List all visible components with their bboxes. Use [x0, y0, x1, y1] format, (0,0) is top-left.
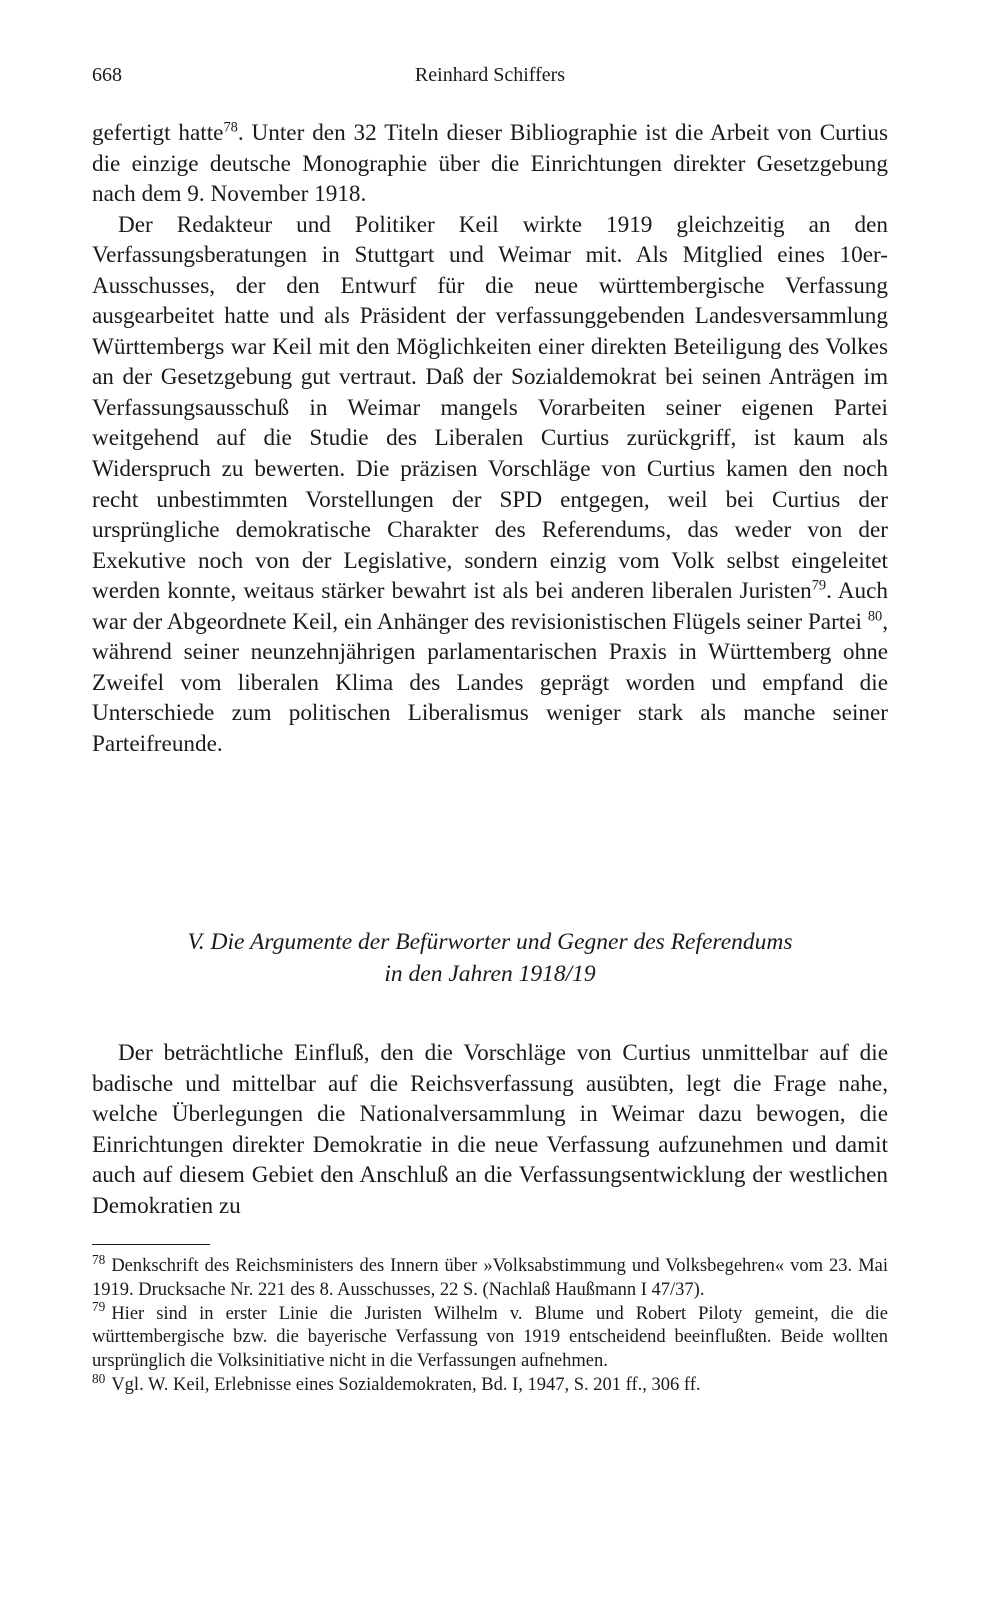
paragraph-1-text-cont: . Unter den 32 Titeln dieser Bibliographie ist die Arbeit von Curtius die einzige deutsche Monographie über die Einrichtungen direkter Gesetzgebung nach dem 9. November 1918. — [92, 120, 888, 208]
footnote-number: 79 — [92, 1299, 106, 1315]
footnote-ref-79: 79 — [811, 577, 827, 594]
footnotes — [92, 1251, 888, 1398]
section-heading-line-2: in den Jahren 1918/19 — [384, 961, 596, 987]
footnote-rule — [92, 1244, 210, 1245]
section-paragraph-1: Der beträchtliche Einfluß, den die Vorschläge von Curtius unmittelbar auf die badische und mittelbar auf die Reichsverfassung ausübten, legt die Frage nahe, welche Überlegungen die Nationalversammlung in Weimar dazu bewogen, die Einrichtungen direkter Demokratie in die neue Verfassung aufzunehmen und damit auch auf diesem Gebiet den Anschluß an die Verfassungsentwicklung der westlichen Demokratien zu — [92, 1040, 888, 1219]
footnote-number: 78 — [92, 1251, 106, 1267]
footnote-number: 80 — [92, 1370, 106, 1386]
book-page — [92, 0, 888, 1617]
paragraph-1 — [92, 118, 888, 210]
footnote-ref-80: 80 — [867, 608, 883, 625]
footnote-text: Hier sind in erster Linie die Juristen Wilhelm v. Blume und Robert Piloty gemeint, die die württembergische bzw. die bayerische Verfassung von 1919 entscheidend beeinflußten. Beide wollten ursprünglich die Volksinitiative nicht in die Verfassungen aufnehmen. — [92, 1303, 888, 1372]
paragraph-2 — [92, 210, 888, 760]
paragraph-2-text-cont: . Auch war der Abgeordnete Keil, ein Anhänger des revisionistischen Flügels seiner Partei — [92, 578, 888, 635]
paragraph-2-text-end: , während seiner neunzehnjährigen parlamentarischen Praxis in Württemberg ohne Zweifel vom liberalen Klima des Landes geprägt worden und empfand die Unterschiede zum politischen Liberalismus weniger stark als manche seiner Parteifreunde. — [92, 608, 889, 757]
page-number: 668 — [92, 64, 122, 86]
section-heading-line-1: V. Die Argumente der Befürworter und Gegner des Referendums — [187, 929, 793, 955]
running-head — [92, 64, 888, 94]
body-text — [92, 118, 888, 759]
footnote-79 — [92, 1299, 888, 1374]
footnote-78 — [92, 1251, 888, 1303]
footnote-text: Denkschrift des Reichsministers des Innern über »Volksabstimmung und Volksbegehren« vom 23. Mai 1919. Drucksache Nr. 221 des 8. Ausschusses, 22 S. (Nachlaß Haußmann I 47/37). — [92, 1256, 888, 1300]
section-text — [92, 1038, 888, 1221]
section-heading — [92, 926, 888, 990]
footnote-text: Vgl. W. Keil, Erlebnisse eines Sozialdemokraten, Bd. I, 1947, S. 201 ff., 306 ff. — [111, 1374, 701, 1395]
footnote-80 — [92, 1370, 888, 1398]
running-title: Reinhard Schiffers — [414, 64, 566, 86]
paragraph-2-text: Der Redakteur und Politiker Keil wirkte 1919 gleichzeitig an den Verfassungsberatungen in Stuttgart und Weimar mit. Als Mitglied eines 10er-Ausschusses, der den Entwurf für die neue württembergische Verfassung ausgearbeitet hatte und als Präsident der verfassunggebenden Landesversammlung Württembergs war Keil mit den Möglichkeiten einer direkten Beteiligung des Volkes an der Gesetzgebung gut vertraut. Daß der Sozialdemokrat bei seinen Anträgen im Verfassungsausschuß in Weimar mangels Vorarbeiten seiner eigenen Partei weitgehend auf die Studie des Liberalen Curtius zurückgriff, ist kaum als Widerspruch zu bewerten. Die präzisen Vorschläge von Curtius kamen den noch recht unbestimmten Vorstellungen der SPD entgegen, weil bei Curtius der ursprüngliche demokratische Charakter des Referendums, das weder von der Exekutive noch von der Legislative, sondern einzig vom Volk selbst eingeleitet werden konnte, weitaus stärker bewahrt ist als bei anderen liberalen Juristen — [92, 211, 888, 605]
footnote-ref-78: 78 — [223, 119, 238, 136]
paragraph-1-text: gefertigt hatte — [92, 120, 224, 146]
